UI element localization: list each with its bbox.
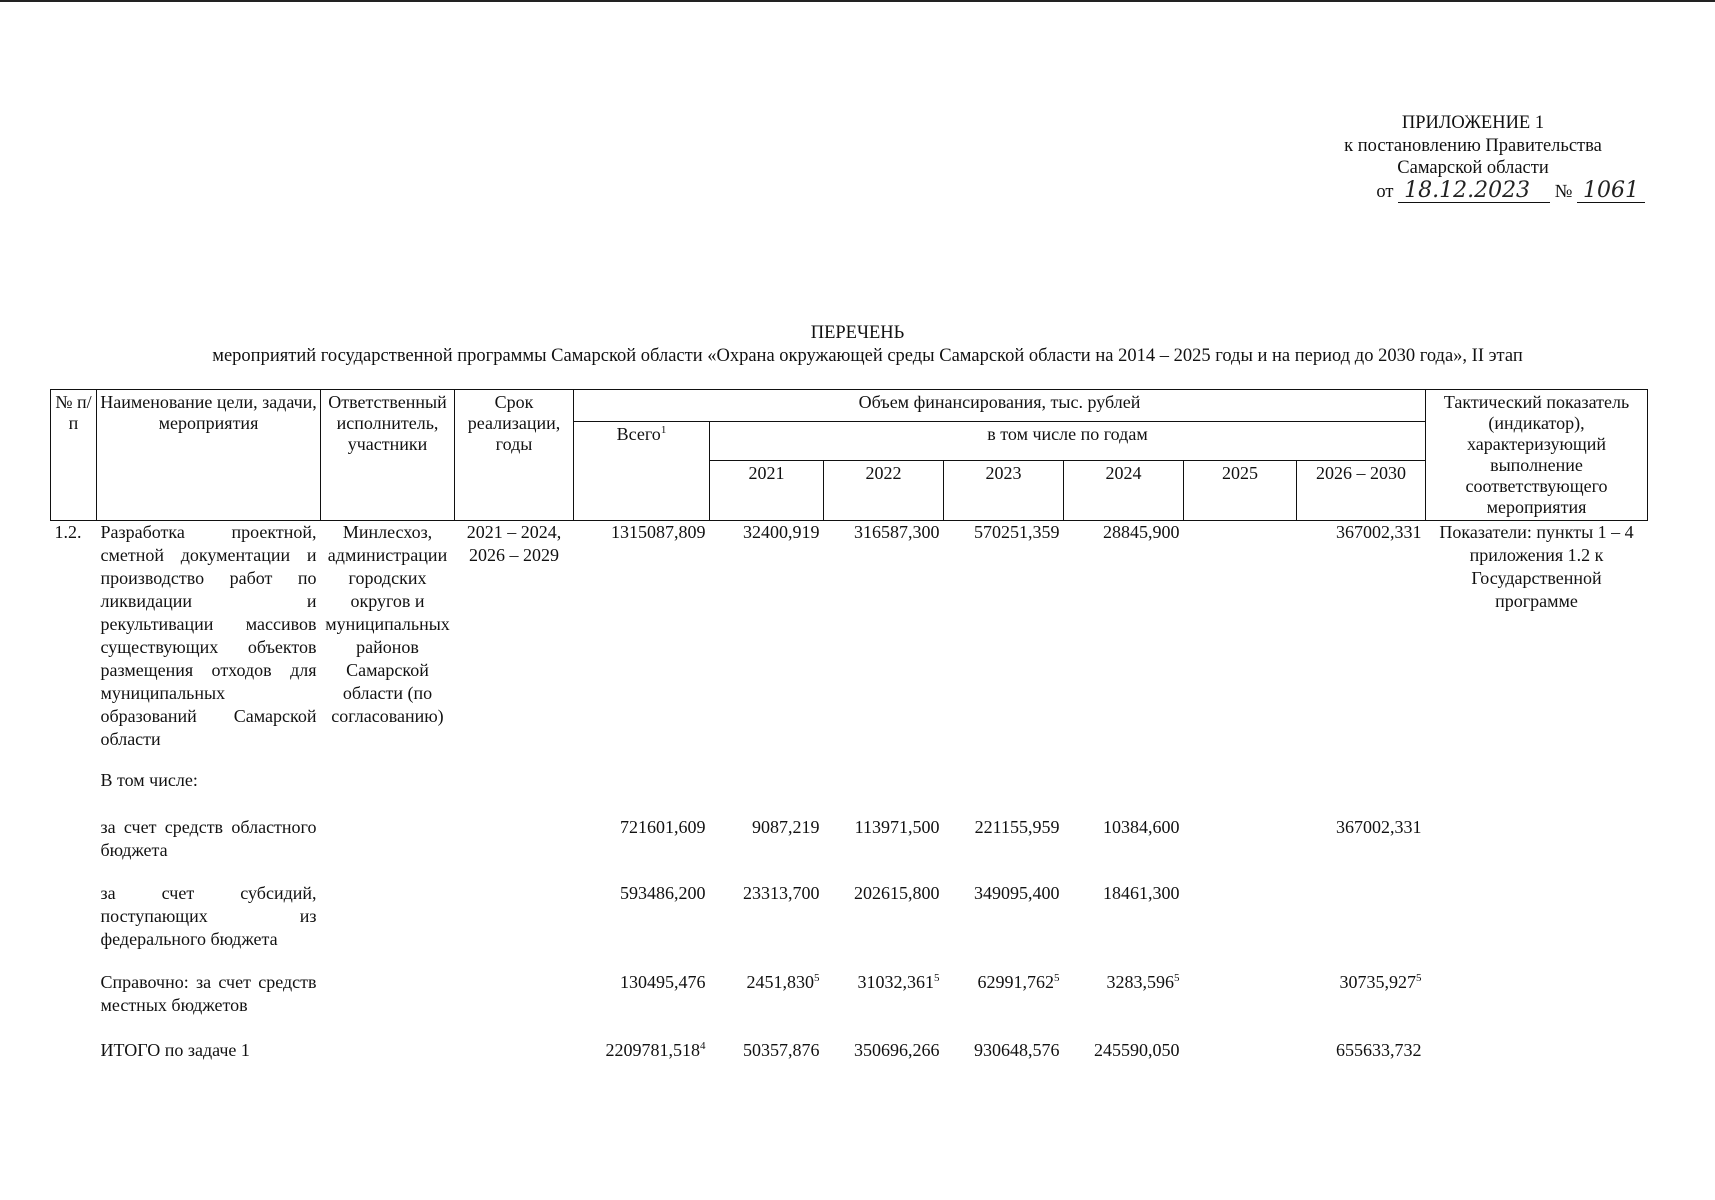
cell-2024: 3283,596$^5$ [1106,972,1180,992]
cell-name: Справочно: за счет средств местных бюджетов [100,972,317,1015]
cell-2021: 23313,700 [743,883,820,903]
cell-2023: 349095,400 [974,883,1060,903]
table-row-federal [51,862,1648,951]
table-row-regional [51,792,1648,862]
header-year-2026-2030: 2026 – 2030 [1297,461,1426,521]
cell-including: В том числе: [100,770,198,790]
annex-title: ПРИЛОЖЕНИЕ 1 [1401,113,1545,133]
handwritten-date: 18.12.2023 [1398,180,1550,204]
header-executor: Ответственный исполнитель, участники [321,390,455,521]
header-num: № п/п [51,390,97,521]
date-prefix: от [1376,181,1394,202]
cell-2024: 28845,900 [1103,522,1180,542]
cell-term: 2021 – 2024, 2026 – 2029 [466,522,562,565]
cell-2021: 32400,919 [743,522,820,542]
cell-indicator: Показатели: пункты 1 – 4 приложения 1.2 к Государственной программе [1439,522,1634,611]
cell-2023: 570251,359 [974,522,1060,542]
header-term: Срок реализации, годы [455,390,574,521]
cell-name: за счет средств областного бюджета [100,817,317,860]
number-prefix: № [1554,181,1573,202]
cell-2026-2030: 655633,732 [1336,1040,1422,1060]
header-year-2023: 2023 [944,461,1064,521]
top-border-line [0,0,1715,2]
cell-2024: 245590,050 [1094,1040,1180,1060]
cell-name: ИТОГО по задаче 1 [100,1040,250,1060]
header-year-2024: 2024 [1064,461,1184,521]
cell-2022: 316587,300 [854,522,940,542]
cell-2021: 2451,830$^5$ [746,972,820,992]
annex-header [1283,112,1663,203]
table-row-1-2 [51,521,1648,752]
handwritten-number: 1061 [1577,180,1645,204]
cell-2024: 18461,300 [1103,883,1180,903]
cell-name: за счет субсидий, поступающих из федерального бюджета [100,883,317,949]
cell-2023: 62991,762$^5$ [977,972,1060,992]
header-funding: Объем финансирования, тыс. рублей [574,390,1426,422]
cell-2022: 350696,266 [854,1040,940,1060]
header-indicator: Тактический показатель (индикатор), характеризующий выполнение соответствующего мероприятия [1426,390,1648,521]
cell-2026-2030: 367002,331 [1336,817,1422,837]
header-year-2021: 2021 [710,461,824,521]
annex-line-2: Самарской области [1397,158,1549,178]
cell-total: 721601,609 [620,817,706,837]
header-name: Наименование цели, задачи, мероприятия [97,390,321,521]
cell-num: 1.2. [54,522,82,542]
header-year-2025: 2025 [1184,461,1297,521]
annex-date-line [1283,177,1663,204]
cell-2026-2030: 30735,927$^5$ [1339,972,1422,992]
cell-2025 [1184,521,1297,752]
table-row-local [51,951,1648,1017]
measures-table [50,389,1648,1062]
cell-2024: 10384,600 [1103,817,1180,837]
table-row-total [51,1017,1648,1062]
cell-total: 1315087,809 [611,522,706,542]
cell-2022: 31032,361$^5$ [857,972,940,992]
cell-executor: Минлесхоз, администрации городских округов и муниципальных районов Самарской области (по согласованию) [325,522,450,726]
document-title: ПЕРЕЧЕНЬ [810,323,905,343]
table-row-including [51,751,1648,792]
cell-2022: 202615,800 [854,883,940,903]
document-subtitle: мероприятий государственной программы Самарской области «Охрана окружающей среды Самарской области на 2014 – 2025 годы и на период до 2030 года», II этап [212,346,1523,366]
cell-2026-2030: 367002,331 [1336,522,1422,542]
cell-2023: 930648,576 [974,1040,1060,1060]
cell-2022: 113971,500 [854,817,940,837]
header-total: Всего$^1$ [574,422,710,521]
annex-line-1: к постановлению Правительства [1344,135,1602,156]
cell-2021: 9087,219 [752,817,820,837]
cell-total: 130495,476 [620,972,706,992]
cell-name: Разработка проектной, сметной документации и производство работ по ликвидации и рекультивации массивов существующих объектов размещения отходов для муниципальных образований Самарской области [100,522,317,749]
cell-2023: 221155,959 [974,817,1060,837]
cell-2021: 50357,876 [743,1040,820,1060]
cell-total: 593486,200 [620,883,706,903]
header-by-years: в том числе по годам [710,422,1426,461]
document-title-block [0,322,1715,368]
cell-total: 2209781,518$^4$ [605,1040,706,1060]
header-year-2022: 2022 [824,461,944,521]
